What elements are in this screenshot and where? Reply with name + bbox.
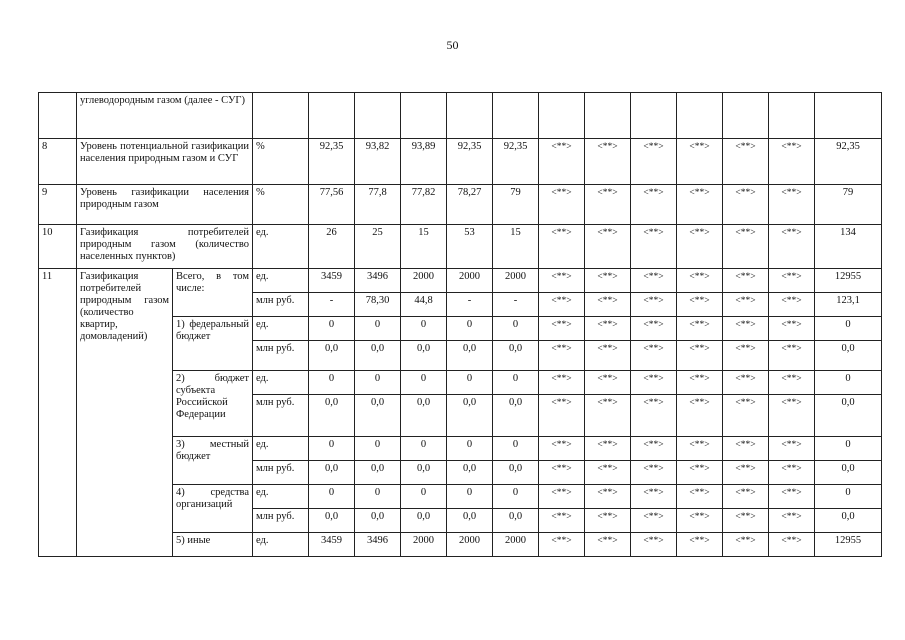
placeholder-cell: <**> [769,225,815,269]
placeholder-cell: <**> [723,269,769,293]
value-cell: 0,0 [493,341,539,371]
value-cell: 0,0 [447,461,493,485]
placeholder-cell: <**> [677,293,723,317]
value-cell: 0 [493,485,539,509]
total-cell: 0,0 [815,509,882,533]
value-cell: 0 [401,437,447,461]
value-cell: 44,8 [401,293,447,317]
placeholder-cell: <**> [677,185,723,225]
value-cell: 0 [447,371,493,395]
placeholder-cell: <**> [677,317,723,341]
placeholder-cell: <**> [769,293,815,317]
placeholder-cell: <**> [631,371,677,395]
value-cell: 0,0 [355,395,401,437]
placeholder-cell: <**> [723,485,769,509]
table-row-r9 [39,185,882,225]
placeholder-cell: <**> [723,437,769,461]
table-row-r10 [39,225,882,269]
unit-cell: млн руб. [253,461,309,485]
placeholder-cell: <**> [677,395,723,437]
value-cell: 0 [401,485,447,509]
placeholder-cell: <**> [769,437,815,461]
placeholder-cell: <**> [723,533,769,557]
source-label: 2) бюджет субъекта Российской Федерации [173,371,253,437]
placeholder-cell: <**> [769,485,815,509]
placeholder-cell: <**> [585,485,631,509]
source-label: 1) федеральный бюджет [173,317,253,371]
placeholder-cell: <**> [539,185,585,225]
value-cell: 2000 [493,533,539,557]
unit-cell: ед. [253,485,309,509]
placeholder-cell: <**> [631,533,677,557]
placeholder-cell: <**> [677,485,723,509]
placeholder-cell: <**> [631,317,677,341]
total-cell: 0 [815,437,882,461]
value-cell: 0,0 [309,341,355,371]
placeholder-cell: <**> [585,461,631,485]
placeholder-cell: <**> [677,461,723,485]
placeholder-cell: <**> [539,509,585,533]
placeholder-cell: <**> [723,395,769,437]
value-cell: 77,82 [401,185,447,225]
total-cell: 79 [815,185,882,225]
value-cell: 0 [355,437,401,461]
value-cell: 92,35 [309,139,355,185]
placeholder-cell: <**> [539,269,585,293]
total-cell: 123,1 [815,293,882,317]
value-cell: 0 [447,437,493,461]
value-cell: 25 [355,225,401,269]
placeholder-cell: <**> [723,371,769,395]
placeholder-cell: <**> [677,269,723,293]
indicator-name: Уровень газификации населения природным газом [77,185,253,225]
row-number [39,93,77,139]
value-cell: 93,82 [355,139,401,185]
source-label: 4) средства организаций [173,485,253,533]
value-cell: 3496 [355,269,401,293]
value-cell: 2000 [401,269,447,293]
placeholder-cell: <**> [539,461,585,485]
placeholder-cell: <**> [723,185,769,225]
value-cell: 26 [309,225,355,269]
placeholder-cell: <**> [769,395,815,437]
value-cell: 2000 [447,269,493,293]
value-cell: 0,0 [355,509,401,533]
unit-cell: млн руб. [253,395,309,437]
placeholder-cell: <**> [631,395,677,437]
value-cell: 3496 [355,533,401,557]
table-row-r11 [39,269,882,293]
placeholder-cell: <**> [769,533,815,557]
total-cell: 0 [815,371,882,395]
total-cell: 92,35 [815,139,882,185]
placeholder-cell: <**> [585,533,631,557]
unit-cell: ед. [253,533,309,557]
value-cell: 2000 [493,269,539,293]
total-cell: 0,0 [815,461,882,485]
placeholder-cell: <**> [585,225,631,269]
placeholder-cell: <**> [585,395,631,437]
indicator-name: углеводородным газом (далее - СУГ) [77,93,253,139]
placeholder-cell: <**> [631,485,677,509]
source-label: 5) иные [173,533,253,557]
value-cell: 0 [355,371,401,395]
placeholder-cell: <**> [585,139,631,185]
value-cell: 0,0 [401,341,447,371]
placeholder-cell: <**> [539,395,585,437]
placeholder-cell: <**> [769,461,815,485]
placeholder-cell: <**> [769,509,815,533]
value-cell: 0,0 [309,395,355,437]
placeholder-cell: <**> [631,437,677,461]
placeholder-cell: <**> [631,461,677,485]
value-cell: 0 [447,485,493,509]
value-cell: 0 [309,485,355,509]
value-cell: 92,35 [493,139,539,185]
placeholder-cell: <**> [539,533,585,557]
value-cell: 77,56 [309,185,355,225]
value-cell: 78,27 [447,185,493,225]
unit-cell: ед. [253,317,309,341]
source-label: 3) местный бюджет [173,437,253,485]
value-cell: 0,0 [493,461,539,485]
placeholder-cell: <**> [631,139,677,185]
placeholder-cell: <**> [677,509,723,533]
total-cell: 0 [815,317,882,341]
value-cell: 0,0 [401,395,447,437]
value-cell: 79 [493,185,539,225]
total-cell: 0,0 [815,395,882,437]
row-number: 11 [39,269,77,557]
placeholder-cell: <**> [723,225,769,269]
unit-cell: % [253,185,309,225]
total-cell: 0 [815,485,882,509]
placeholder-cell: <**> [769,317,815,341]
indicator-name: Газификация потребителей природным газом (количество населенных пунктов) [77,225,253,269]
value-cell: 0,0 [447,341,493,371]
total-cell: 12955 [815,533,882,557]
source-label: Всего, в том числе: [173,269,253,317]
table-row-continuation [39,93,882,139]
placeholder-cell: <**> [539,293,585,317]
unit-cell: млн руб. [253,509,309,533]
placeholder-cell: <**> [677,371,723,395]
placeholder-cell: <**> [769,139,815,185]
value-cell: 0,0 [309,509,355,533]
placeholder-cell: <**> [723,461,769,485]
placeholder-cell: <**> [631,341,677,371]
total-cell: 0,0 [815,341,882,371]
placeholder-cell: <**> [769,185,815,225]
value-cell: 0,0 [447,395,493,437]
unit-cell: ед. [253,371,309,395]
row-number: 10 [39,225,77,269]
placeholder-cell: <**> [677,225,723,269]
value-cell: - [493,293,539,317]
table-row-r8 [39,139,882,185]
placeholder-cell: <**> [723,317,769,341]
value-cell: 0,0 [401,509,447,533]
unit-cell: ед. [253,269,309,293]
placeholder-cell: <**> [539,485,585,509]
value-cell: 0 [493,371,539,395]
indicator-name: Уровень потенциальной газификации населения природным газом и СУГ [77,139,253,185]
value-cell: 3459 [309,533,355,557]
total-cell: 134 [815,225,882,269]
placeholder-cell: <**> [677,139,723,185]
placeholder-cell: <**> [723,341,769,371]
placeholder-cell: <**> [769,269,815,293]
placeholder-cell: <**> [539,317,585,341]
placeholder-cell: <**> [585,269,631,293]
value-cell: 3459 [309,269,355,293]
placeholder-cell: <**> [585,509,631,533]
value-cell: 15 [493,225,539,269]
placeholder-cell: <**> [585,317,631,341]
placeholder-cell: <**> [539,341,585,371]
value-cell: - [309,293,355,317]
value-cell: 0,0 [401,461,447,485]
value-cell: 0 [493,437,539,461]
row-number: 9 [39,185,77,225]
value-cell: 15 [401,225,447,269]
placeholder-cell: <**> [585,293,631,317]
placeholder-cell: <**> [539,139,585,185]
value-cell: 2000 [447,533,493,557]
total-cell: 12955 [815,269,882,293]
placeholder-cell: <**> [631,293,677,317]
placeholder-cell: <**> [723,293,769,317]
placeholder-cell: <**> [723,139,769,185]
unit-cell: ед. [253,225,309,269]
value-cell: 92,35 [447,139,493,185]
value-cell: 0,0 [309,461,355,485]
placeholder-cell: <**> [631,509,677,533]
indicator-name: Газификация потребителей природным газом (количество квартир, домовладений) [77,269,173,557]
placeholder-cell: <**> [769,371,815,395]
value-cell: 53 [447,225,493,269]
placeholder-cell: <**> [631,225,677,269]
unit-cell: ед. [253,437,309,461]
value-cell: 0 [309,317,355,341]
value-cell: 0 [355,485,401,509]
unit-cell: млн руб. [253,341,309,371]
value-cell: 78,30 [355,293,401,317]
placeholder-cell: <**> [769,341,815,371]
placeholder-cell: <**> [677,341,723,371]
value-cell: 0 [401,371,447,395]
value-cell: 0 [493,317,539,341]
value-cell: 0 [309,371,355,395]
placeholder-cell: <**> [631,269,677,293]
placeholder-cell: <**> [585,437,631,461]
value-cell: 0,0 [493,509,539,533]
placeholder-cell: <**> [585,341,631,371]
unit-cell: млн руб. [253,293,309,317]
placeholder-cell: <**> [677,437,723,461]
value-cell: 2000 [401,533,447,557]
placeholder-cell: <**> [585,371,631,395]
placeholder-cell: <**> [723,509,769,533]
row-number: 8 [39,139,77,185]
placeholder-cell: <**> [539,225,585,269]
value-cell: - [447,293,493,317]
value-cell: 0,0 [447,509,493,533]
placeholder-cell: <**> [539,437,585,461]
page-number: 50 [446,38,459,52]
value-cell: 0 [309,437,355,461]
value-cell: 93,89 [401,139,447,185]
indicator-table [38,92,882,557]
value-cell: 0 [447,317,493,341]
value-cell: 0 [355,317,401,341]
value-cell: 0,0 [355,341,401,371]
placeholder-cell: <**> [539,371,585,395]
value-cell: 0,0 [355,461,401,485]
value-cell: 0,0 [493,395,539,437]
placeholder-cell: <**> [585,185,631,225]
unit-cell: % [253,139,309,185]
value-cell: 0 [401,317,447,341]
placeholder-cell: <**> [631,185,677,225]
placeholder-cell: <**> [677,533,723,557]
value-cell: 77,8 [355,185,401,225]
